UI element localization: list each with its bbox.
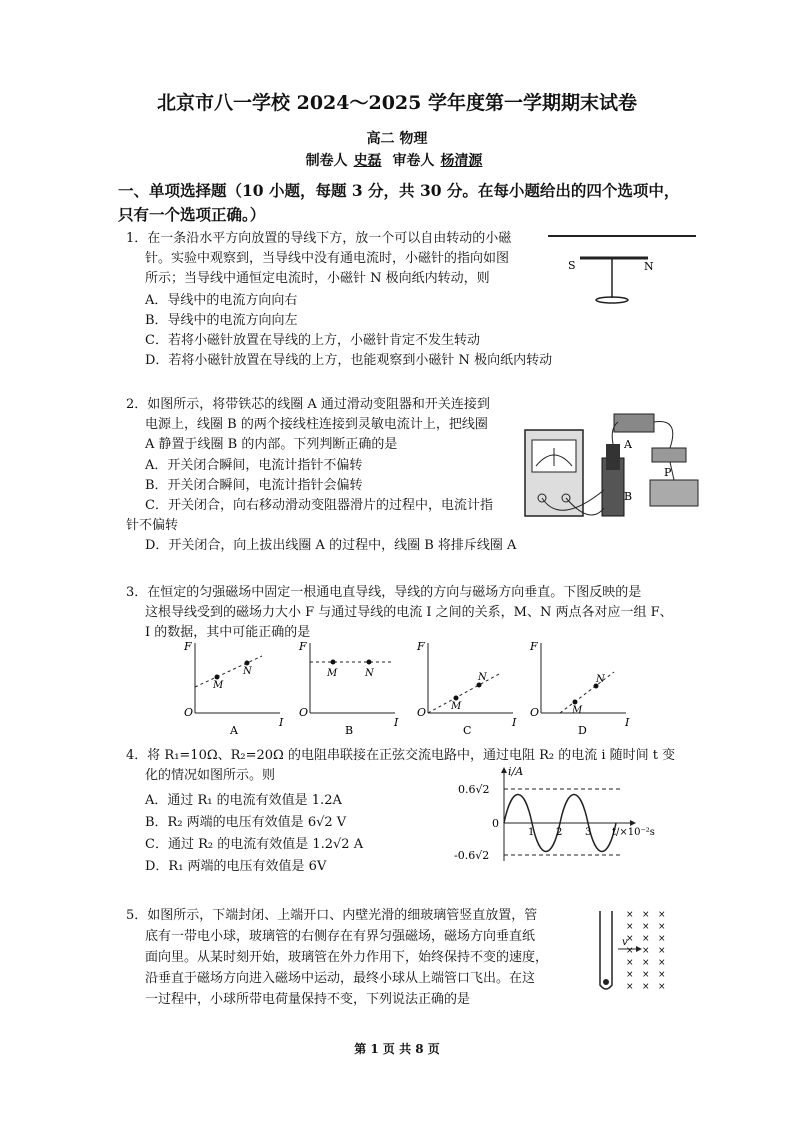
maker-label: 制卷人 [305,153,348,169]
q2-battery [614,414,654,432]
q4-t3: 3 [585,827,592,838]
field-cross: × [626,982,634,992]
q3-c-f: F [417,640,425,653]
q3-b-label: B [345,724,354,737]
q3-c-o: O [417,706,427,719]
q3-d-i: I [625,716,630,729]
q3-d-m: M [572,705,583,716]
q1-option-a: A．导线中的电流方向向右 [145,293,298,308]
q5-line-4: 沿垂直于磁场方向进入磁场中运动，最终小球从上端管口飞出。在这 [145,971,536,986]
q2-line-2: 电源上，线圈 B 的两个接线柱连接到灵敏电流计上，把线圈 [145,417,488,432]
q5-line-5: 一过程中，小球所带电荷量保持不变，下列说法正确的是 [145,992,471,1007]
section-line-2: 只有一个选项正确。） [118,205,266,224]
q4-t-arrow [630,820,636,826]
field-cross: × [626,922,634,932]
q1-s-label: S [568,259,576,272]
q3-graph-b [295,638,405,738]
q3-d-point-m [573,700,578,705]
q5-tube [600,911,612,989]
q5-line-2: 底有一带电小球，玻璃管的右侧存在有界匀强磁场，磁场方向垂直纸 [145,929,536,944]
q3-a-o: O [184,706,194,719]
field-cross: × [658,958,666,968]
q3-b-point-m [331,660,336,665]
q3-d-o: O [530,706,540,719]
q5-stem [126,905,548,1010]
q4-option-b: B．R₂ 两端的电压有效值是 6√2 V [145,815,347,830]
q2-rheostat [650,480,698,506]
q3-a-n: N [243,666,252,677]
field-cross: × [626,934,634,944]
q4-options [145,790,363,878]
q3-graph-d [526,638,636,738]
field-cross: × [642,922,650,932]
q2-coil-a [606,444,620,470]
q3-c-label: C [463,724,472,737]
q3-c-m: M [451,701,462,712]
q2-stem [126,395,490,455]
q4-ybottom: -0.6√2 [454,849,490,862]
q3-b-m: M [327,668,338,679]
q3-stem [126,583,673,643]
q1-line-1: 1．在一条沿水平方向放置的导线下方，放一个可以自由转动的小磁 [126,231,512,246]
q3-d-line [560,672,614,713]
q2-option-d: D．开关闭合，向上拔出线圈 A 的过程中，线圈 B 将排斥线圈 A [145,538,517,553]
q1-option-b: B．导线中的电流方向向左 [145,313,298,328]
q5-v-label: v [622,937,628,948]
q3-c-point-n [477,683,482,688]
q3-d-label: D [578,724,587,737]
q3-line-1: 3．在恒定的匀强磁场中固定一根通电直导线，导线的方向与磁场方向垂直。下图反映的是 [126,585,642,600]
q3-c-point-m [454,696,459,701]
q3-graph-a [180,638,290,738]
reviewer-label: 审卷人 [392,153,435,169]
q3-c-i: I [512,716,517,729]
q1-options [145,291,552,371]
section-line-1: 一、单项选择题（10 小题，每题 3 分，共 30 分。在每小题给出的四个选项中， [118,181,680,200]
field-cross: × [642,910,650,920]
q4-ylabel: i/A [508,765,524,778]
q3-line-2: 这根导线受到的磁场力大小 F 与通过导线的电流 I 之间的关系，M、N 两点各对应一组 F、 [145,605,673,620]
field-cross: × [626,910,634,920]
maker-name: 史磊 [353,153,382,169]
q4-line-2: 化的情况如图所示。则 [145,768,276,783]
q4-option-a: A．通过 R₁ 的电流有效值是 1.2A [145,793,342,808]
q3-a-point-n [245,661,250,666]
q4-ytop: 0.6√2 [458,783,490,796]
q5-magnetic-field [626,910,666,992]
exam-title: 北京市八一学校 2024～2025 学年度第一学期期末试卷 [157,92,637,114]
q3-d-f: F [530,640,538,653]
field-cross: × [642,934,650,944]
q5-ball [603,979,609,985]
q3-a-f: F [184,640,192,653]
field-cross: × [642,982,650,992]
exam-makers [0,150,794,170]
q3-a-i: I [279,716,284,729]
q3-c-line [428,674,499,713]
q4-xlabel: t/×10⁻²s [612,827,655,838]
field-cross: × [658,970,666,980]
q4-line-1: 4．将 R₁=10Ω、R₂=20Ω 的电阻串联接在正弦交流电路中，通过电阻 R₂ 的电流 i 随时间 t 变 [126,748,676,763]
field-cross: × [626,946,634,956]
q1-option-c: C．若将小磁针放置在导线的上方，小磁针肯定不发生转动 [145,333,480,348]
q3-b-f: F [299,640,307,653]
page-footer: 第 1 页 共 8 页 [354,1042,440,1056]
field-cross: × [658,922,666,932]
q2-label-p: P [664,466,672,479]
q3-b-n: N [365,668,374,679]
q2-line-3: A 静置于线圈 B 的内部。下列判断正确的是 [145,437,398,452]
q2-option-a: A．开关闭合瞬间，电流计指针不偏转 [145,458,363,473]
field-cross: × [642,946,650,956]
q3-graph-c [413,638,523,738]
q2-switch [652,448,686,462]
q4-option-c: C．通过 R₂ 的电流有效值是 1.2√2 A [145,837,364,852]
q3-a-m: M [213,680,224,691]
q3-a-label: A [230,724,238,737]
q5-line-3: 面向里。从某时刻开始，玻璃管在外力作用下，始终保持不变的速度， [145,950,549,965]
q1-n-label: N [644,260,654,273]
q2-options [126,456,517,556]
field-cross: × [626,970,634,980]
q3-a-point-m [215,675,220,680]
field-cross: × [626,958,634,968]
field-cross: × [642,958,650,968]
q4-i-arrow [501,767,507,773]
q1-stem [126,229,511,289]
q4-graph [452,765,672,865]
q3-b-i: I [394,716,399,729]
q1-line-3: 所示；当导线中通恒定电流时，小磁针 N 极向纸内转动，则 [145,271,490,286]
q3-d-n: N [596,674,605,685]
q3-b-o: O [299,706,309,719]
q4-option-d: D．R₁ 两端的电压有效值是 6V [145,859,327,874]
q2-option-c-cont: 针不偏转 [126,518,179,533]
q3-a-line [195,656,262,687]
q1-option-d: D．若将小磁针放置在导线的上方，也能观察到小磁针 N 极向纸内转动 [145,353,553,368]
field-cross: × [658,982,666,992]
q4-t1: 1 [528,827,535,838]
q4-zero: 0 [492,817,499,830]
field-cross: × [658,934,666,944]
section-heading [118,179,679,227]
field-cross: × [642,970,650,980]
q2-line-1: 2．如图所示，将带铁芯的线圈 A 通过滑动变阻器和开关连接到 [126,397,490,412]
field-cross: × [658,910,666,920]
q2-option-c: C．开关闭合，向右移动滑动变阻器滑片的过程中，电流计指 [145,498,493,513]
q1-figure [548,228,698,308]
q4-t2: 2 [556,827,563,838]
q2-wire-4 [654,422,673,448]
exam-subtitle: 高二 物理 [366,131,428,147]
q2-label-a: A [624,438,632,451]
q2-option-b: B．开关闭合瞬间，电流计指针会偏转 [145,478,363,493]
q3-c-n: N [478,672,487,683]
q3-b-point-n [367,660,372,665]
q2-label-b: B [624,490,633,503]
reviewer-name: 杨清源 [440,153,483,169]
q1-line-2: 针。实验中观察到，当导线中没有通电流时，小磁针的指向如图 [145,251,510,266]
q2-figure [520,408,710,520]
q5-figure [598,905,678,995]
field-cross: × [658,946,666,956]
q5-line-1: 5．如图所示，下端封闭、上端开口、内壁光滑的细玻璃管竖直放置，管 [126,908,538,923]
q3-line-3: I 的数据，其中可能正确的是 [145,625,311,640]
